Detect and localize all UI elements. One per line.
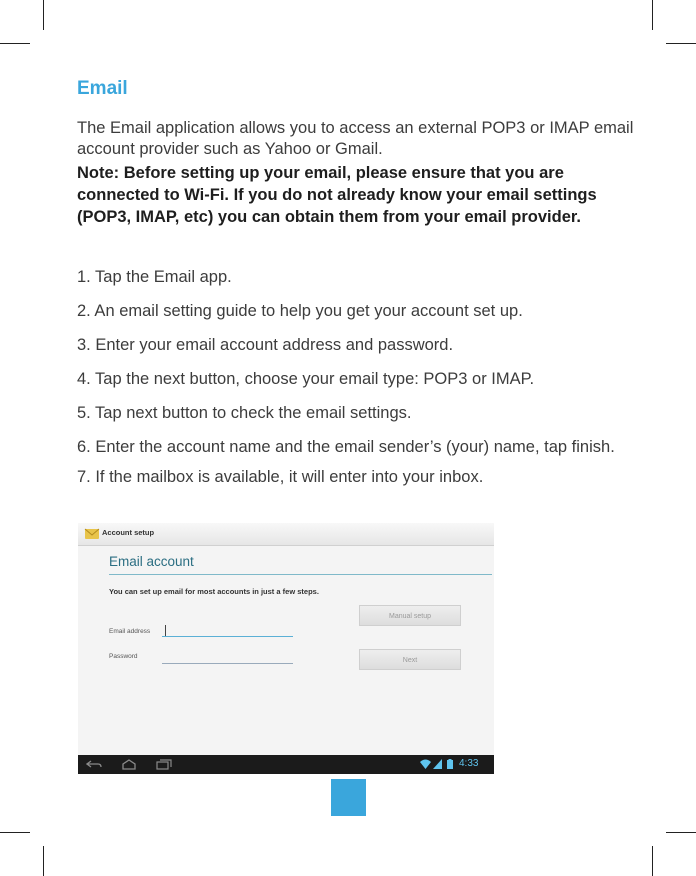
content-title: Email account [109,554,194,569]
step-item: 1. Tap the Email app. [77,268,232,286]
intro-paragraph: The Email application allows you to access an external POP3 or IMAP email account provider such as Yahoo or Gmail. [77,119,634,158]
step-item: 7. If the mailbox is available, it will enter into your inbox. [77,468,484,486]
setup-description: You can set up email for most accounts in just a few steps. [109,587,319,596]
email-app-icon [84,526,100,541]
back-icon[interactable] [86,759,102,770]
system-navigation-bar [78,755,494,774]
title-divider [109,574,492,575]
email-address-label: Email address [109,628,151,635]
crop-mark-top-left-vertical [43,0,44,30]
home-icon[interactable] [121,759,137,770]
action-bar-title: Account setup [102,528,155,537]
crop-mark-bottom-right-horizontal [666,832,696,833]
note-paragraph: Note: Before setting up your email, please ensure that you are connected to Wi-Fi. If you do not already know your email settings (POP3, IMAP, etc) you can obtain them from your email provider. [77,164,597,226]
wifi-icon [420,759,431,769]
email-setup-screenshot [78,523,494,774]
step-item: 3. Enter your email account address and password. [77,336,454,354]
steps-list [77,266,637,500]
page-marker-block [331,779,366,816]
crop-mark-top-right-vertical [652,0,653,30]
crop-mark-top-right-horizontal [666,43,696,44]
crop-mark-bottom-left-horizontal [0,832,30,833]
crop-mark-top-left-horizontal [0,43,30,44]
crop-mark-bottom-left-vertical [43,846,44,876]
battery-icon [447,759,453,769]
email-address-input[interactable] [162,625,293,637]
password-input[interactable] [162,652,293,664]
next-button[interactable]: Next [359,649,461,670]
step-item: 6. Enter the account name and the email sender’s (your) name, tap finish. [77,438,615,456]
step-item: 5. Tap next button to check the email settings. [77,404,412,422]
manual-setup-button[interactable]: Manual setup [359,605,461,626]
crop-mark-bottom-right-vertical [652,846,653,876]
status-bar-clock: 4:33 [459,758,479,769]
text-cursor [165,625,166,636]
password-label: Password [109,653,138,660]
step-item: 2. An email setting guide to help you get your account set up. [77,302,523,320]
step-item: 4. Tap the next button, choose your email type: POP3 or IMAP. [77,370,535,388]
signal-icon [433,759,442,769]
recent-apps-icon[interactable] [156,759,172,770]
action-bar [78,523,494,546]
section-title: Email [77,78,128,99]
